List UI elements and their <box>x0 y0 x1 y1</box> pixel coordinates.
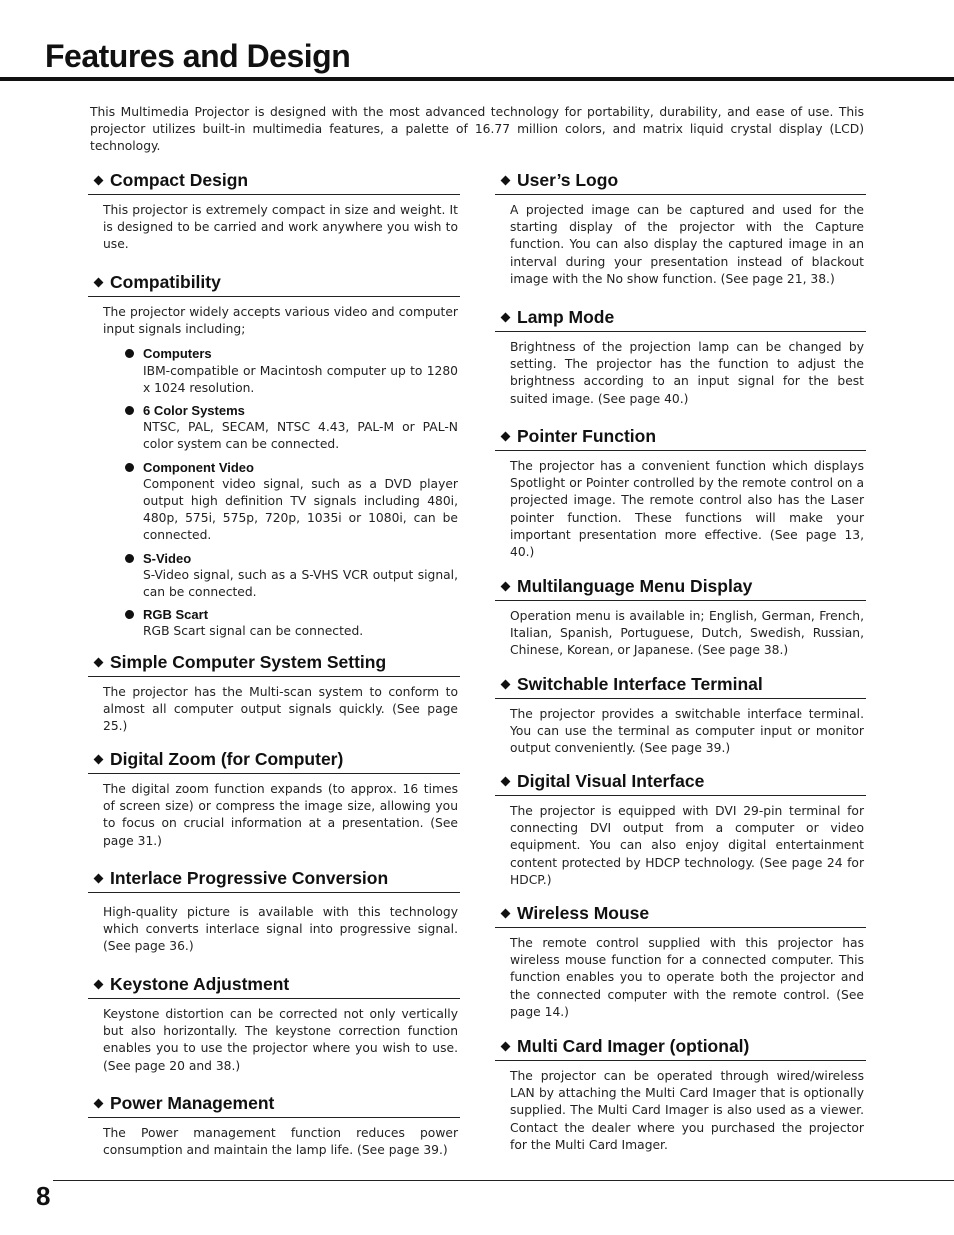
section-heading <box>88 866 460 893</box>
section-body: The projector has a convenient function which displays Spotlight or Pointer controlled by the remote control on a projected image. The remote control also has the Laser pointer function. These functions will make your important presentation more effective. (See page 13, 40.) <box>510 459 864 560</box>
bullet-dot-icon <box>125 463 134 472</box>
section-title: Digital Visual Interface <box>517 771 705 791</box>
bullet-dot-icon <box>125 554 134 563</box>
section-heading <box>88 747 460 774</box>
section-heading <box>495 672 866 699</box>
section-simple-computer-system-setting <box>88 650 460 747</box>
section-body: Operation menu is available in; English, German, French, Italian, Spanish, Portuguese, Dutch, Swedish, Russian, Chinese, Korean, or Japanese. (See page 38.) <box>510 609 864 658</box>
list-item-text: NTSC, PAL, SECAM, NTSC 4.43, PAL-M or PAL-N color system can be connected. <box>143 420 458 452</box>
section-title: Interlace Progressive Conversion <box>110 868 389 888</box>
list-item <box>103 402 458 454</box>
bullet-dot-icon <box>125 406 134 415</box>
section-heading <box>88 1091 460 1118</box>
section-body: The projector has the Multi-scan system to conform to almost all computer output signals quickly. (See page 25.) <box>103 685 458 734</box>
section-compatibility <box>88 270 460 650</box>
section-digital-visual-interface <box>495 769 866 901</box>
section-title: Multilanguage Menu Display <box>517 576 753 596</box>
right-column <box>495 168 866 1154</box>
section-lamp-mode <box>495 305 866 424</box>
page-number: 8 <box>36 1181 51 1211</box>
section-heading <box>88 168 460 195</box>
section-users-logo <box>495 168 866 305</box>
section-title: Wireless Mouse <box>517 903 650 923</box>
section-heading <box>495 574 866 601</box>
section-heading <box>495 168 866 195</box>
left-column <box>88 168 460 1159</box>
section-title: Compact Design <box>110 170 249 190</box>
section-heading <box>88 972 460 999</box>
section-title: Simple Computer System Setting <box>110 652 387 672</box>
list-item-title: 6 Color Systems <box>143 403 245 419</box>
footer-rule <box>53 1180 954 1181</box>
section-heading <box>88 650 460 677</box>
diamond-icon <box>94 1099 104 1109</box>
section-heading <box>495 1034 866 1061</box>
list-item-title: S-Video <box>143 550 192 566</box>
list-item-text: Component video signal, such as a DVD player output high definition TV signals including 480i, 480p, 575i, 575p, 720p, 1035i or 1080i, can be connected. <box>143 476 458 543</box>
diamond-icon <box>94 278 104 288</box>
section-body: The projector provides a switchable interface terminal. You can use the terminal as computer input or monitor output conveniently. (See page 39.) <box>510 707 864 756</box>
diamond-icon <box>501 582 511 592</box>
list-item-title: Computers <box>143 346 212 362</box>
list-item-title: Component Video <box>143 459 254 475</box>
section-heading <box>495 305 866 332</box>
section-title: Switchable Interface Terminal <box>517 674 763 694</box>
title-rule <box>0 77 954 81</box>
bullet-dot-icon <box>125 349 134 358</box>
section-body: High-quality picture is available with this technology which converts interlace signal into progressive signal. (See page 36.) <box>103 905 458 954</box>
section-body: The projector is equipped with DVI 29-pin terminal for connecting DVI output from a computer or video equipment. You can also enjoy digital entertainment content protected by HDCP technology. (See page 24 for HDCP.) <box>510 804 864 887</box>
section-digital-zoom <box>88 747 460 866</box>
diamond-icon <box>501 313 511 323</box>
section-heading <box>495 901 866 928</box>
section-title: Keystone Adjustment <box>110 974 290 994</box>
list-item <box>103 606 458 640</box>
signal-list <box>88 338 460 640</box>
section-body: Brightness of the projection lamp can be changed by setting. The projector has the function to adjust the brightness according to an input signal for the best suited image. (See page 40.) <box>510 340 864 406</box>
intro-paragraph: This Multimedia Projector is designed with the most advanced technology for portability, durability, and ease of use. This projector utilizes built-in multimedia features, a palette of 16.77 million colors, and matrix liquid crystal display (LCD) technology. <box>90 105 864 153</box>
diamond-icon <box>94 755 104 765</box>
list-item <box>103 345 458 397</box>
diamond-icon <box>501 777 511 787</box>
list-item-text: IBM-compatible or Macintosh computer up to 1280 x 1024 resolution. <box>143 363 458 395</box>
diamond-icon <box>501 432 511 442</box>
section-body: A projected image can be captured and used for the starting display of the projector with the Capture function. You can also display the captured image in an interval during your presentation instead of blackout image with the No show function. (See page 21, 38.) <box>510 203 864 286</box>
diamond-icon <box>94 874 104 884</box>
section-title: Lamp Mode <box>517 307 615 327</box>
page-title: Features and Design <box>45 38 351 74</box>
section-title: Multi Card Imager (optional) <box>517 1036 750 1056</box>
section-body: The remote control supplied with this projector has wireless mouse function for a connected computer. This function enables you to operate both the projector and the connected computer with the remote control. (See page 14.) <box>510 936 864 1019</box>
section-multi-card-imager <box>495 1034 866 1154</box>
section-power-management <box>88 1091 460 1159</box>
diamond-icon <box>501 176 511 186</box>
section-body: The projector can be operated through wired/wireless LAN by attaching the Multi Card Imager that is optionally supplied. The Multi Card Imager is also used as a viewer. Contact the dealer where you purchased the projector for the Multi Card Imager. <box>510 1069 864 1152</box>
list-item-text: RGB Scart signal can be connected. <box>143 624 364 639</box>
section-body: The Power management function reduces power consumption and maintain the lamp life. (See page 39.) <box>103 1126 458 1158</box>
section-body: This projector is extremely compact in size and weight. It is designed to be carried and work anywhere you wish to use. <box>103 203 458 252</box>
list-item <box>103 550 458 602</box>
bullet-dot-icon <box>125 610 134 619</box>
section-compact-design <box>88 168 460 270</box>
list-item-text: S-Video signal, such as a S-VHS VCR output signal, can be connected. <box>143 567 458 600</box>
section-body: Keystone distortion can be corrected not only vertically but also horizontally. The keystone correction function enables you to use the projector where you wish to use. (See page 20 and 38.) <box>103 1007 458 1073</box>
section-wireless-mouse <box>495 901 866 1034</box>
section-heading <box>495 424 866 451</box>
section-heading <box>495 769 866 796</box>
diamond-icon <box>501 909 511 919</box>
section-title: User’s Logo <box>517 170 619 190</box>
section-title: Pointer Function <box>517 426 657 446</box>
diamond-icon <box>501 680 511 690</box>
section-title: Digital Zoom (for Computer) <box>110 749 344 769</box>
section-body: The digital zoom function expands (to approx. 16 times of screen size) or compress the image size, allowing you to focus on crucial information at a presentation. (See page 31.) <box>103 782 458 848</box>
section-title: Compatibility <box>110 272 221 292</box>
diamond-icon <box>94 980 104 990</box>
section-body: The projector widely accepts various video and computer input signals including; <box>103 305 458 337</box>
diamond-icon <box>501 1042 511 1052</box>
section-keystone-adjustment <box>88 972 460 1091</box>
diamond-icon <box>94 658 104 668</box>
diamond-icon <box>94 176 104 186</box>
section-interlace-progressive-conversion <box>88 866 460 972</box>
section-title: Power Management <box>110 1093 275 1113</box>
section-pointer-function <box>495 424 866 574</box>
list-item-title: RGB Scart <box>143 607 209 623</box>
section-switchable-interface-terminal <box>495 672 866 769</box>
section-heading <box>88 270 460 297</box>
section-multilanguage-menu-display <box>495 574 866 672</box>
list-item <box>103 459 458 545</box>
